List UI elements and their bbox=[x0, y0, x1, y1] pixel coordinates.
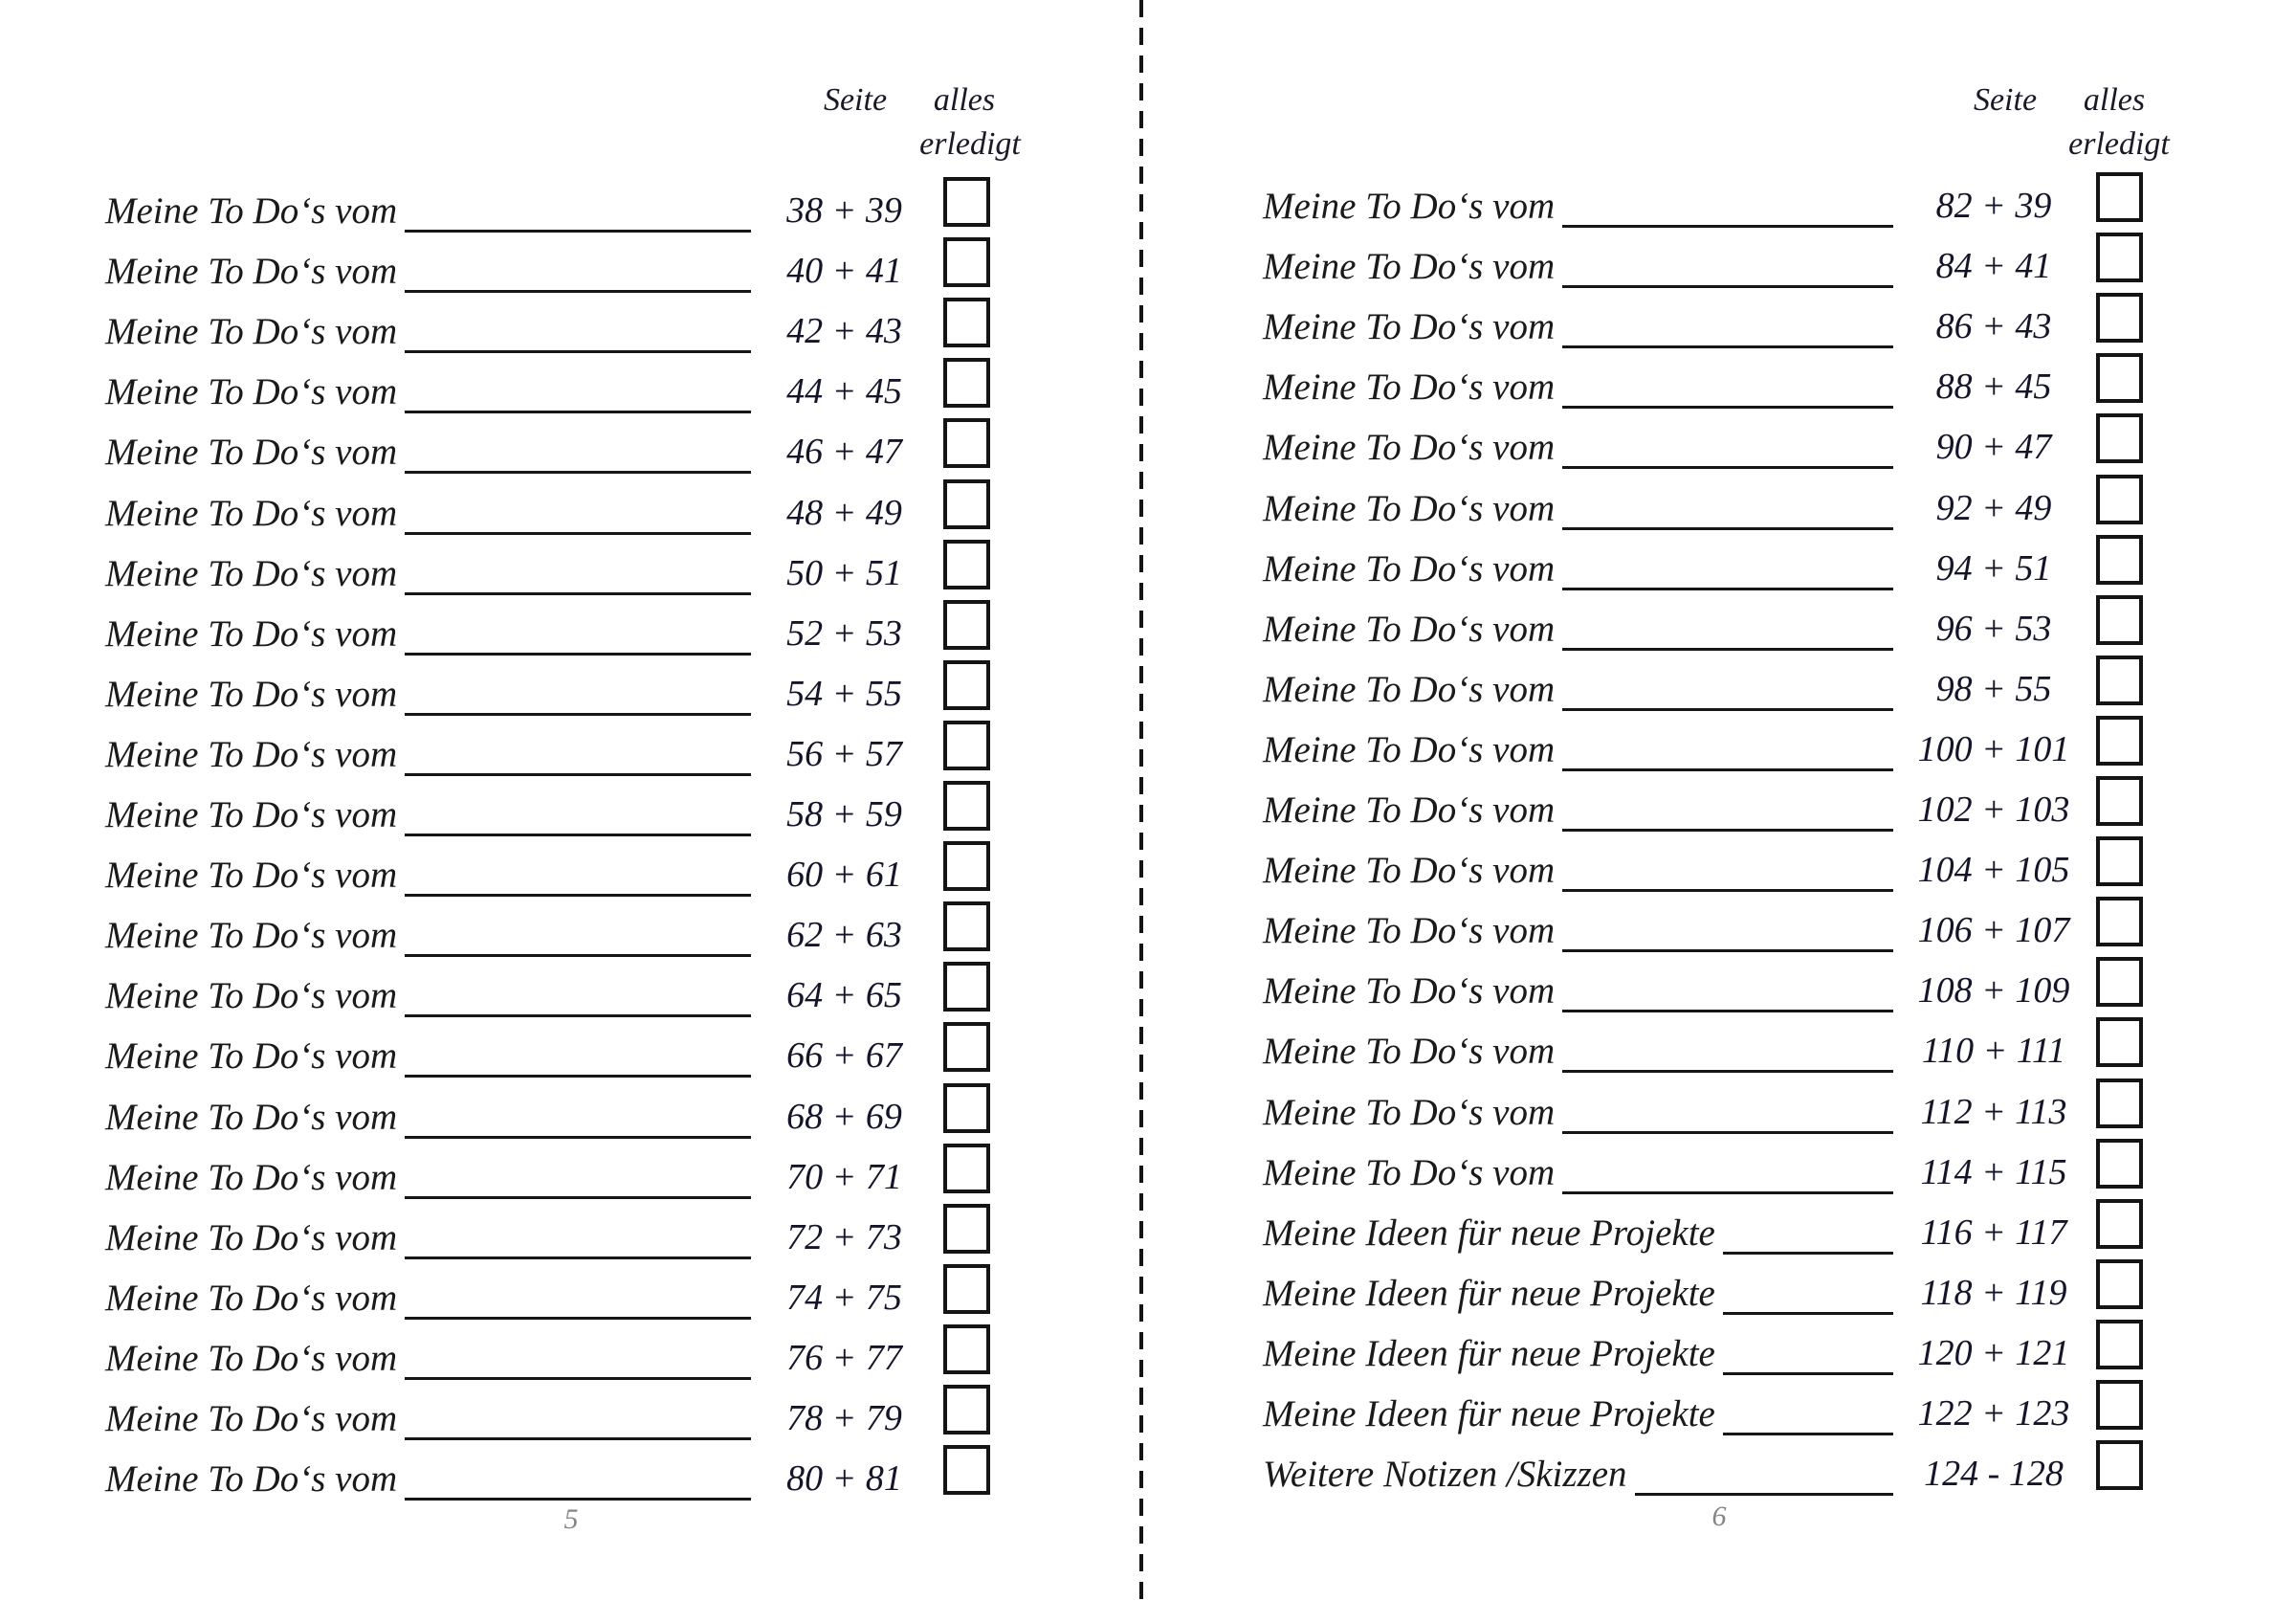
row-label: Meine To Do‘s vom bbox=[1263, 970, 1556, 1012]
row-label: Meine To Do‘s vom bbox=[1263, 1151, 1556, 1193]
row-page-numbers: 50 + 51 bbox=[786, 552, 902, 593]
fill-in-blank-line bbox=[405, 411, 751, 413]
row-page-numbers: 114 + 115 bbox=[1920, 1151, 2067, 1192]
row-label: Meine To Do‘s vom bbox=[105, 915, 398, 957]
toc-row bbox=[105, 359, 990, 419]
fill-in-blank-line bbox=[405, 1136, 751, 1139]
row-label: Meine To Do‘s vom bbox=[105, 552, 398, 594]
column-header-erledigt-left: erledigt bbox=[919, 126, 1021, 162]
fill-in-blank-line bbox=[405, 471, 751, 474]
done-checkbox[interactable] bbox=[943, 1083, 990, 1133]
fill-in-blank-line bbox=[1562, 345, 1893, 348]
row-page-numbers: 94 + 51 bbox=[1935, 547, 2052, 589]
toc-row bbox=[105, 1265, 990, 1325]
row-label: Meine To Do‘s vom bbox=[105, 1337, 398, 1379]
row-label: Meine Ideen für neue Projekte bbox=[1263, 1212, 1715, 1254]
toc-row bbox=[105, 178, 990, 238]
row-page-numbers: 48 + 49 bbox=[786, 492, 902, 533]
done-checkbox[interactable] bbox=[943, 237, 990, 287]
row-label: Meine To Do‘s vom bbox=[1263, 789, 1556, 832]
row-label: Meine To Do‘s vom bbox=[105, 1277, 398, 1319]
fill-in-blank-line bbox=[405, 653, 751, 656]
fill-in-blank-line bbox=[405, 954, 751, 957]
fill-in-blank-line bbox=[405, 1377, 751, 1380]
row-page-numbers: 76 + 77 bbox=[786, 1337, 902, 1378]
done-checkbox[interactable] bbox=[2096, 1017, 2143, 1067]
done-checkbox[interactable] bbox=[943, 177, 990, 227]
toc-row bbox=[1263, 294, 2143, 354]
done-checkbox[interactable] bbox=[943, 781, 990, 831]
done-checkbox[interactable] bbox=[2096, 776, 2143, 826]
toc-row bbox=[105, 238, 990, 299]
toc-row bbox=[105, 299, 990, 359]
row-label: Meine To Do‘s vom bbox=[105, 612, 398, 655]
row-page-numbers: 42 + 43 bbox=[786, 311, 902, 352]
row-page-numbers: 86 + 43 bbox=[1935, 306, 2052, 347]
row-label: Meine To Do‘s vom bbox=[105, 794, 398, 836]
toc-row bbox=[105, 902, 990, 963]
row-page-numbers: 54 + 55 bbox=[786, 673, 902, 714]
fill-in-blank-line bbox=[1562, 648, 1893, 651]
row-page-numbers: 98 + 55 bbox=[1935, 668, 2052, 709]
row-page-numbers: 90 + 47 bbox=[1935, 427, 2052, 468]
row-page-numbers: 64 + 65 bbox=[786, 975, 902, 1016]
row-label: Meine To Do‘s vom bbox=[105, 1156, 398, 1198]
fill-in-blank-line bbox=[405, 1014, 751, 1017]
toc-row bbox=[1263, 596, 2143, 656]
row-label: Meine To Do‘s vom bbox=[1263, 728, 1556, 770]
done-checkbox[interactable] bbox=[2096, 1139, 2143, 1189]
toc-row bbox=[105, 1145, 990, 1205]
done-checkbox[interactable] bbox=[943, 1324, 990, 1374]
toc-row bbox=[105, 1083, 990, 1144]
row-page-numbers: 70 + 71 bbox=[786, 1156, 902, 1197]
toc-row bbox=[1263, 777, 2143, 837]
row-page-numbers: 44 + 45 bbox=[786, 371, 902, 412]
toc-row bbox=[1263, 898, 2143, 958]
toc-row bbox=[1263, 717, 2143, 777]
toc-row bbox=[105, 541, 990, 601]
row-label: Meine To Do‘s vom bbox=[1263, 306, 1556, 348]
toc-row bbox=[1263, 1260, 2143, 1321]
fill-in-blank-line bbox=[1562, 949, 1893, 952]
fill-in-blank-line bbox=[405, 230, 751, 233]
done-checkbox[interactable] bbox=[2096, 1078, 2143, 1128]
toc-row bbox=[1263, 1018, 2143, 1078]
row-page-numbers: 78 + 79 bbox=[786, 1397, 902, 1438]
fill-in-blank-line bbox=[405, 1437, 751, 1440]
toc-row bbox=[1263, 536, 2143, 596]
done-checkbox[interactable] bbox=[2096, 656, 2143, 705]
fill-in-blank-line bbox=[1562, 829, 1893, 832]
row-page-numbers: 100 + 101 bbox=[1917, 728, 2070, 769]
row-page-numbers: 110 + 111 bbox=[1921, 1031, 2066, 1072]
row-page-numbers: 108 + 109 bbox=[1917, 970, 2070, 1012]
column-header-alles-right: alles bbox=[2083, 82, 2146, 118]
fill-in-blank-line bbox=[405, 532, 751, 535]
done-checkbox[interactable] bbox=[943, 418, 990, 468]
done-checkbox[interactable] bbox=[943, 298, 990, 347]
row-page-numbers: 124 - 128 bbox=[1924, 1454, 2064, 1495]
row-label: Meine To Do‘s vom bbox=[1263, 910, 1556, 952]
fill-in-blank-line bbox=[1562, 889, 1893, 892]
row-page-numbers: 112 + 113 bbox=[1920, 1091, 2067, 1132]
row-label: Meine To Do‘s vom bbox=[1263, 186, 1556, 228]
done-checkbox[interactable] bbox=[2096, 475, 2143, 524]
done-checkbox[interactable] bbox=[2096, 897, 2143, 946]
row-page-numbers: 60 + 61 bbox=[786, 855, 902, 896]
fill-in-blank-line bbox=[405, 592, 751, 595]
column-header-alles-left: alles bbox=[933, 82, 996, 118]
row-page-numbers: 122 + 123 bbox=[1917, 1392, 2070, 1434]
toc-row bbox=[1263, 233, 2143, 294]
done-checkbox[interactable] bbox=[2096, 595, 2143, 645]
fill-in-blank-line bbox=[405, 713, 751, 716]
page-number-left: 5 bbox=[563, 1503, 579, 1535]
toc-row bbox=[1263, 1321, 2143, 1381]
fill-in-blank-line bbox=[1723, 1372, 1893, 1375]
row-label: Meine To Do‘s vom bbox=[1263, 547, 1556, 589]
row-label: Meine To Do‘s vom bbox=[105, 190, 398, 233]
done-checkbox[interactable] bbox=[943, 1264, 990, 1314]
fill-in-blank-line bbox=[1562, 1070, 1893, 1073]
done-checkbox[interactable] bbox=[943, 1385, 990, 1434]
fill-in-blank-line bbox=[405, 1317, 751, 1320]
column-header-seite-left: Seite bbox=[823, 82, 888, 118]
toc-row bbox=[105, 1023, 990, 1083]
toc-row bbox=[1263, 656, 2143, 717]
row-page-numbers: 52 + 53 bbox=[786, 612, 902, 654]
row-label: Meine Ideen für neue Projekte bbox=[1263, 1332, 1715, 1374]
fill-in-blank-line bbox=[1562, 768, 1893, 771]
row-page-numbers: 88 + 45 bbox=[1935, 367, 2052, 408]
fill-in-blank-line bbox=[405, 1498, 751, 1501]
row-label: Meine To Do‘s vom bbox=[105, 1035, 398, 1078]
fill-in-blank-line bbox=[1562, 1191, 1893, 1194]
row-page-numbers: 96 + 53 bbox=[1935, 608, 2052, 649]
toc-row bbox=[105, 419, 990, 479]
done-checkbox[interactable] bbox=[2096, 293, 2143, 343]
row-page-numbers: 104 + 105 bbox=[1917, 850, 2070, 891]
done-checkbox[interactable] bbox=[2096, 353, 2143, 403]
row-label: Meine To Do‘s vom bbox=[105, 492, 398, 534]
row-label: Meine To Do‘s vom bbox=[105, 673, 398, 715]
row-page-numbers: 58 + 59 bbox=[786, 794, 902, 835]
toc-row bbox=[105, 842, 990, 902]
fill-in-blank-line bbox=[405, 894, 751, 897]
fill-in-blank-line bbox=[1723, 1252, 1893, 1255]
toc-row bbox=[1263, 1441, 2143, 1501]
row-label: Meine To Do‘s vom bbox=[105, 855, 398, 897]
row-label: Meine Ideen für neue Projekte bbox=[1263, 1392, 1715, 1434]
fill-in-blank-line bbox=[405, 834, 751, 836]
fill-in-blank-line bbox=[1635, 1493, 1893, 1496]
done-checkbox[interactable] bbox=[2096, 1440, 2143, 1490]
toc-row bbox=[105, 1205, 990, 1265]
toc-row bbox=[1263, 354, 2143, 414]
row-page-numbers: 84 + 41 bbox=[1935, 246, 2052, 287]
row-label: Meine To Do‘s vom bbox=[105, 432, 398, 474]
toc-row bbox=[1263, 958, 2143, 1018]
toc-row bbox=[1263, 173, 2143, 233]
done-checkbox[interactable] bbox=[943, 1022, 990, 1072]
toc-row bbox=[105, 1446, 990, 1506]
fill-in-blank-line bbox=[1562, 588, 1893, 590]
row-page-numbers: 106 + 107 bbox=[1917, 910, 2070, 951]
done-checkbox[interactable] bbox=[943, 841, 990, 891]
toc-row bbox=[105, 661, 990, 722]
done-checkbox[interactable] bbox=[943, 901, 990, 951]
done-checkbox[interactable] bbox=[2096, 1320, 2143, 1369]
row-label: Meine To Do‘s vom bbox=[105, 733, 398, 775]
done-checkbox[interactable] bbox=[2096, 1199, 2143, 1249]
toc-row bbox=[1263, 1140, 2143, 1200]
toc-row bbox=[1263, 1200, 2143, 1260]
row-label: Meine To Do‘s vom bbox=[1263, 1031, 1556, 1073]
fill-in-blank-line bbox=[405, 350, 751, 353]
row-page-numbers: 40 + 41 bbox=[786, 251, 902, 292]
fill-in-blank-line bbox=[1562, 1131, 1893, 1134]
done-checkbox[interactable] bbox=[943, 1144, 990, 1193]
row-label: Weitere Notizen /Skizzen bbox=[1263, 1454, 1627, 1496]
row-page-numbers: 56 + 57 bbox=[786, 733, 902, 774]
fill-in-blank-line bbox=[1562, 285, 1893, 288]
row-label: Meine To Do‘s vom bbox=[1263, 246, 1556, 288]
row-label: Meine To Do‘s vom bbox=[105, 311, 398, 353]
row-page-numbers: 116 + 117 bbox=[1920, 1212, 2067, 1253]
fill-in-blank-line bbox=[1562, 225, 1893, 228]
row-label: Meine To Do‘s vom bbox=[1263, 367, 1556, 409]
row-page-numbers: 118 + 119 bbox=[1920, 1272, 2067, 1313]
row-page-numbers: 62 + 63 bbox=[786, 915, 902, 956]
done-checkbox[interactable] bbox=[943, 479, 990, 529]
toc-row bbox=[105, 601, 990, 661]
row-label: Meine To Do‘s vom bbox=[1263, 427, 1556, 469]
row-page-numbers: 102 + 103 bbox=[1917, 789, 2070, 831]
page-number-right: 6 bbox=[1711, 1501, 1727, 1532]
row-page-numbers: 74 + 75 bbox=[786, 1277, 902, 1318]
row-page-numbers: 92 + 49 bbox=[1935, 487, 2052, 528]
row-label: Meine To Do‘s vom bbox=[1263, 1091, 1556, 1133]
toc-row bbox=[105, 479, 990, 540]
row-label: Meine To Do‘s vom bbox=[105, 1216, 398, 1258]
done-checkbox[interactable] bbox=[943, 660, 990, 710]
done-checkbox[interactable] bbox=[2096, 1380, 2143, 1430]
fill-in-blank-line bbox=[1562, 708, 1893, 711]
row-page-numbers: 66 + 67 bbox=[786, 1035, 902, 1077]
fill-in-blank-line bbox=[1723, 1312, 1893, 1315]
done-checkbox[interactable] bbox=[943, 962, 990, 1012]
row-label: Meine To Do‘s vom bbox=[105, 1397, 398, 1439]
fill-in-blank-line bbox=[1562, 1010, 1893, 1012]
done-checkbox[interactable] bbox=[2096, 1259, 2143, 1309]
toc-row bbox=[105, 1325, 990, 1386]
row-label: Meine To Do‘s vom bbox=[105, 975, 398, 1017]
row-label: Meine To Do‘s vom bbox=[1263, 668, 1556, 710]
row-label: Meine To Do‘s vom bbox=[105, 1458, 398, 1501]
row-label: Meine To Do‘s vom bbox=[105, 371, 398, 413]
row-label: Meine To Do‘s vom bbox=[105, 1096, 398, 1138]
fill-in-blank-line bbox=[1562, 466, 1893, 469]
row-page-numbers: 82 + 39 bbox=[1935, 186, 2052, 227]
done-checkbox[interactable] bbox=[2096, 233, 2143, 282]
done-checkbox[interactable] bbox=[2096, 957, 2143, 1007]
done-checkbox[interactable] bbox=[943, 1445, 990, 1495]
row-page-numbers: 120 + 121 bbox=[1917, 1332, 2070, 1373]
done-checkbox[interactable] bbox=[2096, 172, 2143, 222]
done-checkbox[interactable] bbox=[943, 1204, 990, 1254]
toc-row bbox=[105, 963, 990, 1023]
done-checkbox[interactable] bbox=[2096, 413, 2143, 463]
done-checkbox[interactable] bbox=[943, 721, 990, 770]
center-fold-dashed-line bbox=[1139, 0, 1143, 1601]
done-checkbox[interactable] bbox=[2096, 535, 2143, 585]
done-checkbox[interactable] bbox=[2096, 836, 2143, 886]
fill-in-blank-line bbox=[1562, 527, 1893, 530]
toc-row bbox=[105, 782, 990, 842]
row-page-numbers: 80 + 81 bbox=[786, 1458, 902, 1500]
toc-row bbox=[1263, 1381, 2143, 1441]
fill-in-blank-line bbox=[405, 290, 751, 293]
toc-rows-right bbox=[1263, 173, 2143, 1501]
toc-row bbox=[105, 1386, 990, 1446]
page-left bbox=[105, 0, 1021, 1601]
column-header-seite-right: Seite bbox=[1973, 82, 2038, 118]
fill-in-blank-line bbox=[405, 1075, 751, 1078]
page-right bbox=[1263, 0, 2170, 1601]
row-label: Meine To Do‘s vom bbox=[105, 251, 398, 293]
done-checkbox[interactable] bbox=[943, 600, 990, 650]
done-checkbox[interactable] bbox=[943, 358, 990, 408]
fill-in-blank-line bbox=[405, 773, 751, 776]
fill-in-blank-line bbox=[405, 1196, 751, 1199]
done-checkbox[interactable] bbox=[2096, 716, 2143, 766]
done-checkbox[interactable] bbox=[943, 540, 990, 589]
row-page-numbers: 38 + 39 bbox=[786, 190, 902, 232]
row-label: Meine To Do‘s vom bbox=[1263, 850, 1556, 892]
toc-row bbox=[1263, 475, 2143, 535]
toc-rows-left bbox=[105, 178, 990, 1506]
row-page-numbers: 72 + 73 bbox=[786, 1216, 902, 1257]
toc-row bbox=[105, 722, 990, 782]
toc-row bbox=[1263, 414, 2143, 475]
row-label: Meine To Do‘s vom bbox=[1263, 608, 1556, 650]
column-header-erledigt-right: erledigt bbox=[2068, 126, 2170, 162]
row-label: Meine Ideen für neue Projekte bbox=[1263, 1272, 1715, 1314]
toc-row bbox=[1263, 1078, 2143, 1139]
fill-in-blank-line bbox=[1723, 1433, 1893, 1435]
row-page-numbers: 46 + 47 bbox=[786, 432, 902, 473]
fill-in-blank-line bbox=[405, 1256, 751, 1259]
row-page-numbers: 68 + 69 bbox=[786, 1096, 902, 1137]
row-label: Meine To Do‘s vom bbox=[1263, 487, 1556, 529]
fill-in-blank-line bbox=[1562, 406, 1893, 409]
toc-row bbox=[1263, 837, 2143, 898]
